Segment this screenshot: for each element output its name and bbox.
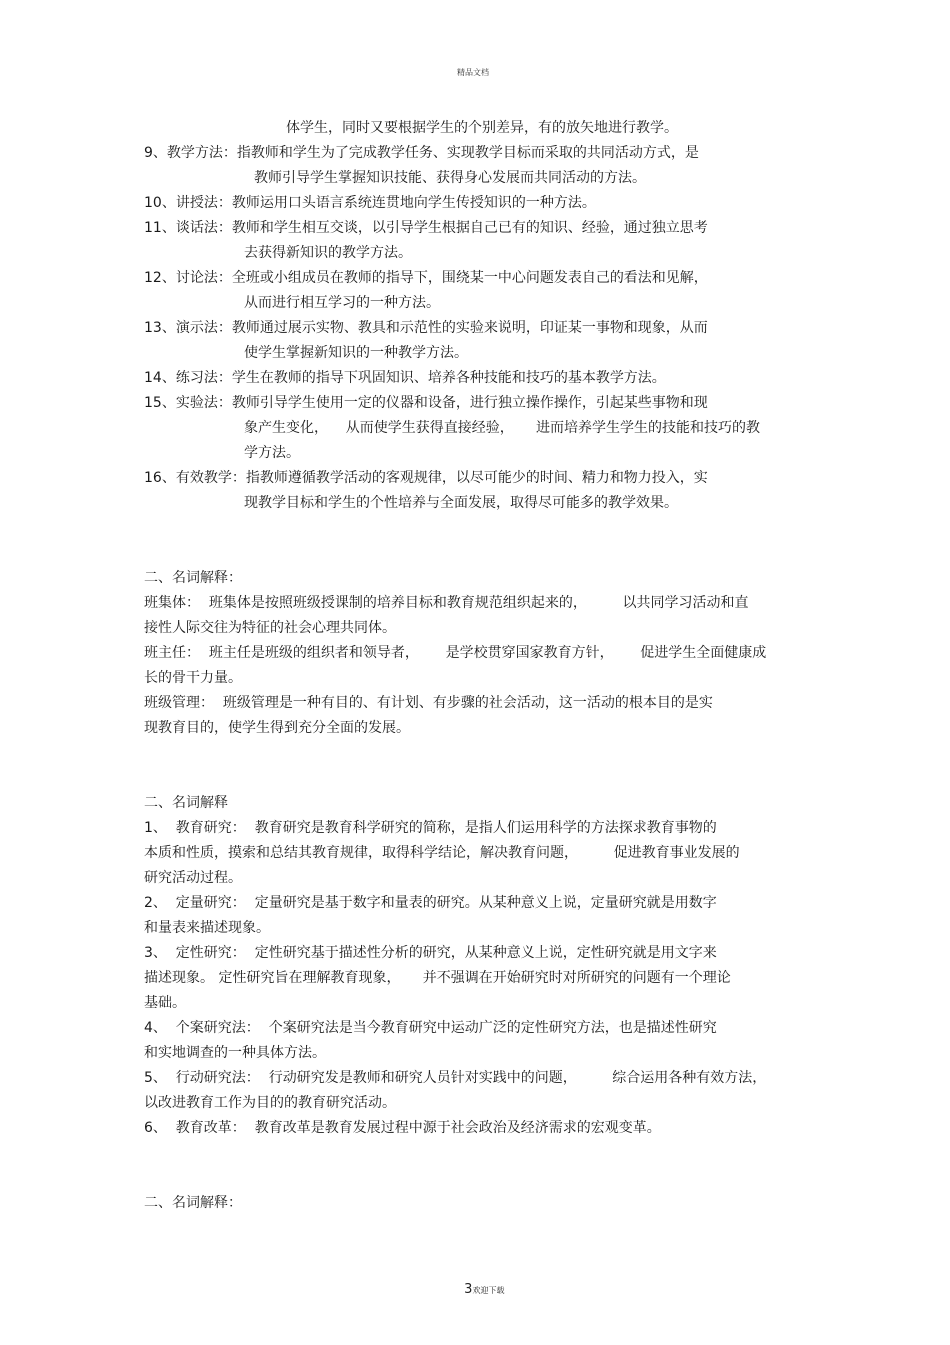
text-line: 和量表来描述现象。: [144, 920, 270, 936]
page-footer: [454, 1259, 504, 1297]
text-line: 12、讨论法：全班或小组成员在教师的指导下，围绕某一中心问题发表自己的看法和见解，: [144, 270, 708, 286]
text-line: 1、 教育研究： 教育研究是教育科学研究的简称，是指人们运用科学的方法探求教育事物的: [144, 820, 717, 836]
text-line: 学方法。: [244, 445, 300, 461]
text-line: 班级管理： 班级管理是一种有目的、有计划、有步骤的社会活动，这一活动的根本目的是实: [144, 695, 713, 711]
section-title: 二、名词解释: [144, 795, 228, 811]
text-line: 16、有效教学：指教师遵循教学活动的客观规律，以尽可能少的时间、精力和物力投入，实: [144, 470, 708, 486]
section-title: 二、名词解释：: [144, 1195, 242, 1211]
text-line: 9、教学方法：指教师和学生为了完成教学任务、实现教学目标而采取的共同活动方式，是: [144, 145, 699, 161]
text-line: 长的骨干力量。: [144, 670, 242, 686]
text-line: 体学生，同时又要根据学生的个别差异，有的放矢地进行教学。: [286, 120, 678, 136]
text-line: 教师引导学生掌握知识技能、获得身心发展而共同活动的方法。: [254, 170, 646, 186]
text-line: 以改进教育工作为目的的教育研究活动。: [144, 1095, 396, 1111]
text-line: 3、 定性研究： 定性研究基于描述性分析的研究，从某种意义上说，定性研究就是用文字来: [144, 945, 717, 961]
text-line: 13、演示法：教师通过展示实物、教具和示范性的实验来说明，印证某一事物和现象，从而: [144, 320, 708, 336]
text-line: 去获得新知识的教学方法。: [244, 245, 412, 261]
text-line: 使学生掌握新知识的一种教学方法。: [244, 345, 468, 361]
text-line: 从而进行相互学习的一种方法。: [244, 295, 440, 311]
page-header: 精品文档: [457, 68, 489, 77]
text-line: 11、谈话法：教师和学生相互交谈，以引导学生根据自己已有的知识、经验，通过独立思考: [144, 220, 708, 236]
footer-text: 欢迎下载: [472, 1286, 505, 1295]
text-line: 6、 教育改革： 教育改革是教育发展过程中源于社会政治及经济需求的宏观变革。: [144, 1120, 661, 1136]
page-number: 3: [464, 1282, 473, 1297]
text-line: 象产生变化， 从而使学生获得直接经验， 进而培养学生学生的技能和技巧的教: [244, 420, 761, 436]
text-line: 14、练习法：学生在教师的指导下巩固知识、培养各种技能和技巧的基本教学方法。: [144, 370, 666, 386]
text-line: 现教育目的，使学生得到充分全面的发展。: [144, 720, 410, 736]
text-line: 和实地调查的一种具体方法。: [144, 1045, 326, 1061]
text-line: 班主任： 班主任是班级的组织者和领导者， 是学校贯穿国家教育方针， 促进学生全面健康成: [144, 645, 767, 661]
text-line: 15、实验法：教师引导学生使用一定的仪器和设备，进行独立操作操作，引起某些事物和现: [144, 395, 708, 411]
text-line: 5、 行动研究法： 行动研究发是教师和研究人员针对实践中的问题， 综合运用各种有效方法，: [144, 1070, 767, 1086]
text-line: 接性人际交往为特征的社会心理共同体。: [144, 620, 396, 636]
text-line: 10、讲授法：教师运用口头语言系统连贯地向学生传授知识的一种方法。: [144, 195, 596, 211]
text-line: 4、 个案研究法： 个案研究法是当今教育研究中运动广泛的定性研究方法，也是描述性研究: [144, 1020, 717, 1036]
text-line: 研究活动过程。: [144, 870, 242, 886]
section-title: 二、名词解释：: [144, 570, 242, 586]
text-line: 描述现象。 定性研究旨在理解教育现象， 并不强调在开始研究时对所研究的问题有一个理论: [144, 970, 731, 986]
text-line: 基础。: [144, 995, 186, 1011]
text-line: 2、 定量研究： 定量研究是基于数字和量表的研究。从某种意义上说，定量研究就是用数字: [144, 895, 717, 911]
text-line: 本质和性质，摸索和总结其教育规律，取得科学结论，解决教育问题， 促进教育事业发展的: [144, 845, 740, 861]
text-line: 班集体： 班集体是按照班级授课制的培养目标和教育规范组织起来的， 以共同学习活动和直: [144, 595, 749, 611]
text-line: 现教学目标和学生的个性培养与全面发展，取得尽可能多的教学效果。: [244, 495, 678, 511]
